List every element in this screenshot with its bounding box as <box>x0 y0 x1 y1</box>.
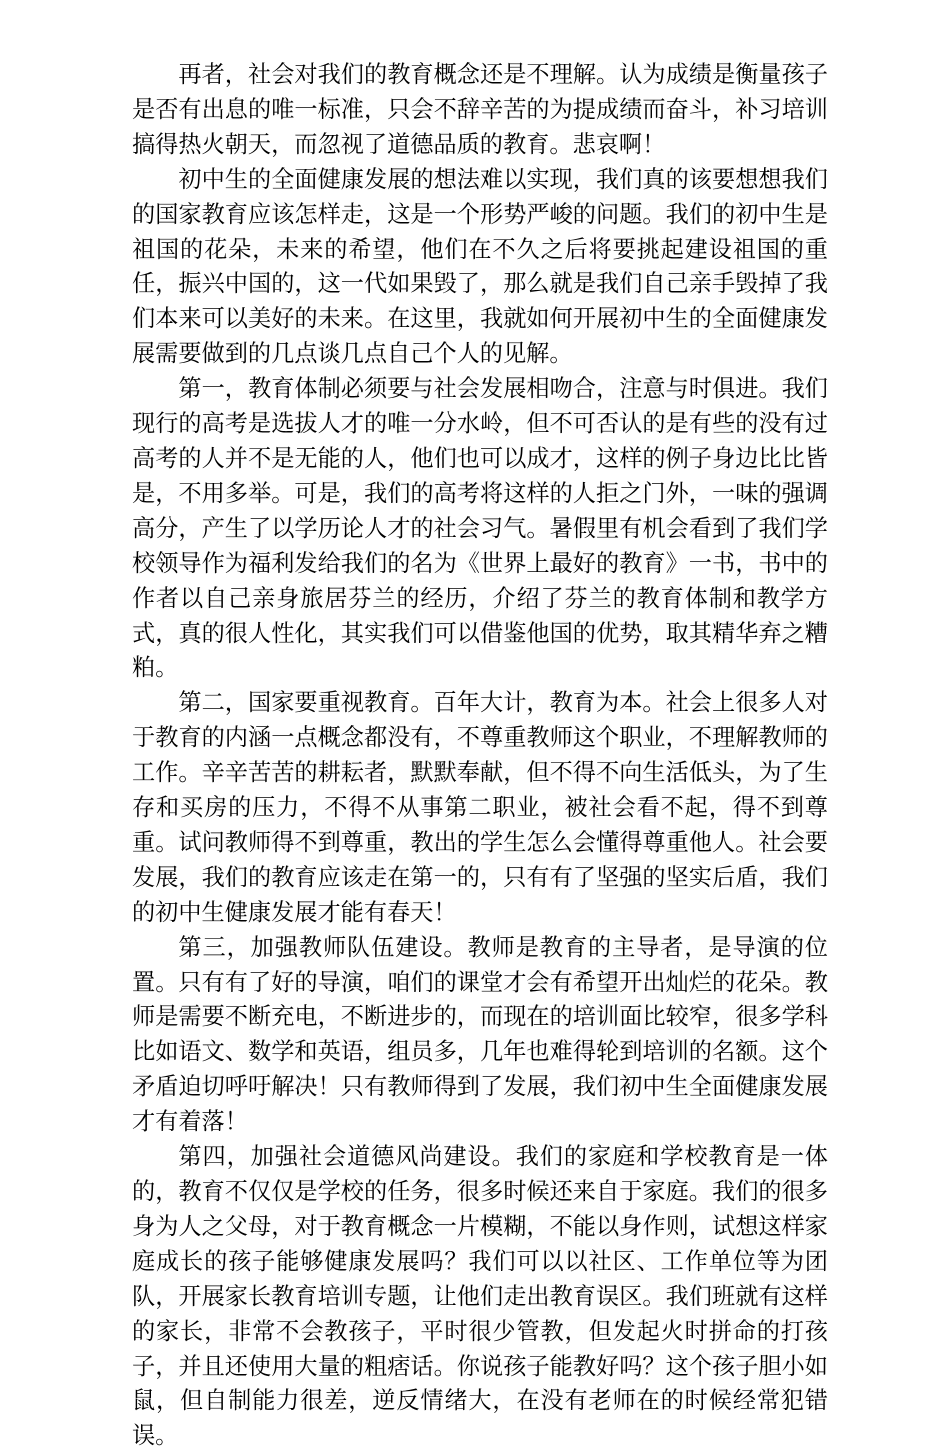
paragraph-3: 第一，教育体制必须要与社会发展相吻合，注意与时俱进。我们现行的高考是选拔人才的唯一分水岭，但不可否认的是有些的没有过高考的人并不是无能的人，他们也可以成才，这样的例子身边比比皆是，不用多举。可是，我们的高考将这样的人拒之门外，一味的强调高分，产生了以学历论人才的社会习气。暑假里有机会看到了我们学校领导作为福利发给我们的名为《世界上最好的教育》一书，书中的作者以自己亲身旅居芬兰的经历，介绍了芬兰的教育体制和教学方式，真的很人性化，其实我们可以借鉴他国的优势，取其精华弃之糟粕。 <box>132 375 828 682</box>
paragraph-1: 再者，社会对我们的教育概念还是不理解。认为成绩是衡量孩子是否有出息的唯一标准，只会不辞辛苦的为提成绩而奋斗，补习培训搞得热火朝天，而忽视了道德品质的教育。悲哀啊！ <box>132 61 828 158</box>
paragraph-2: 初中生的全面健康发展的想法难以实现，我们真的该要想想我们的国家教育应该怎样走，这是一个形势严峻的问题。我们的初中生是祖国的花朵，未来的希望，他们在不久之后将要挑起建设祖国的重任，振兴中国的，这一代如果毁了，那么就是我们自己亲手毁掉了我们本来可以美好的未来。在这里，我就如何开展初中生的全面健康发展需要做到的几点谈几点自己个人的见解。 <box>132 165 828 368</box>
paragraph-5: 第三，加强教师队伍建设。教师是教育的主导者，是导演的位置。只有有了好的导演，咱们的课堂才会有希望开出灿烂的花朵。教师是需要不断充电，不断进步的，而现在的培训面比较窄，很多学科比如语文、数学和英语，组员多，几年也难得轮到培训的名额。这个矛盾迫切呼吁解决！只有教师得到了发展，我们初中生全面健康发展才有着落！ <box>132 933 828 1136</box>
paragraph-4: 第二，国家要重视教育。百年大计，教育为本。社会上很多人对于教育的内涵一点概念都没有，不尊重教师这个职业，不理解教师的工作。辛辛苦苦的耕耘者，默默奉献，但不得不向生活低头，为了生存和买房的压力，不得不从事第二职业，被社会看不起，得不到尊重。试问教师得不到尊重，教出的学生怎么会懂得尊重他人。社会要发展，我们的教育应该走在第一的，只有有了坚强的坚实后盾，我们的初中生健康发展才能有春天！ <box>132 689 828 926</box>
paragraph-6: 第四，加强社会道德风尚建设。我们的家庭和学校教育是一体的，教育不仅仅是学校的任务，很多时候还来自于家庭。我们的很多身为人之父母，对于教育概念一片模糊，不能以身作则，试想这样家庭成长的孩子能够健康发展吗？我们可以以社区、工作单位等为团队，开展家长教育培训专题，让他们走出教育误区。我们班就有这样的家长，非常不会教孩子，平时很少管教，但发起火时拼命的打孩子，并且还使用大量的粗痞话。你说孩子能教好吗？这个孩子胆小如鼠，但自制能力很差，逆反情绪大，在没有老师在的时候经常犯错误。 <box>132 1143 828 1450</box>
